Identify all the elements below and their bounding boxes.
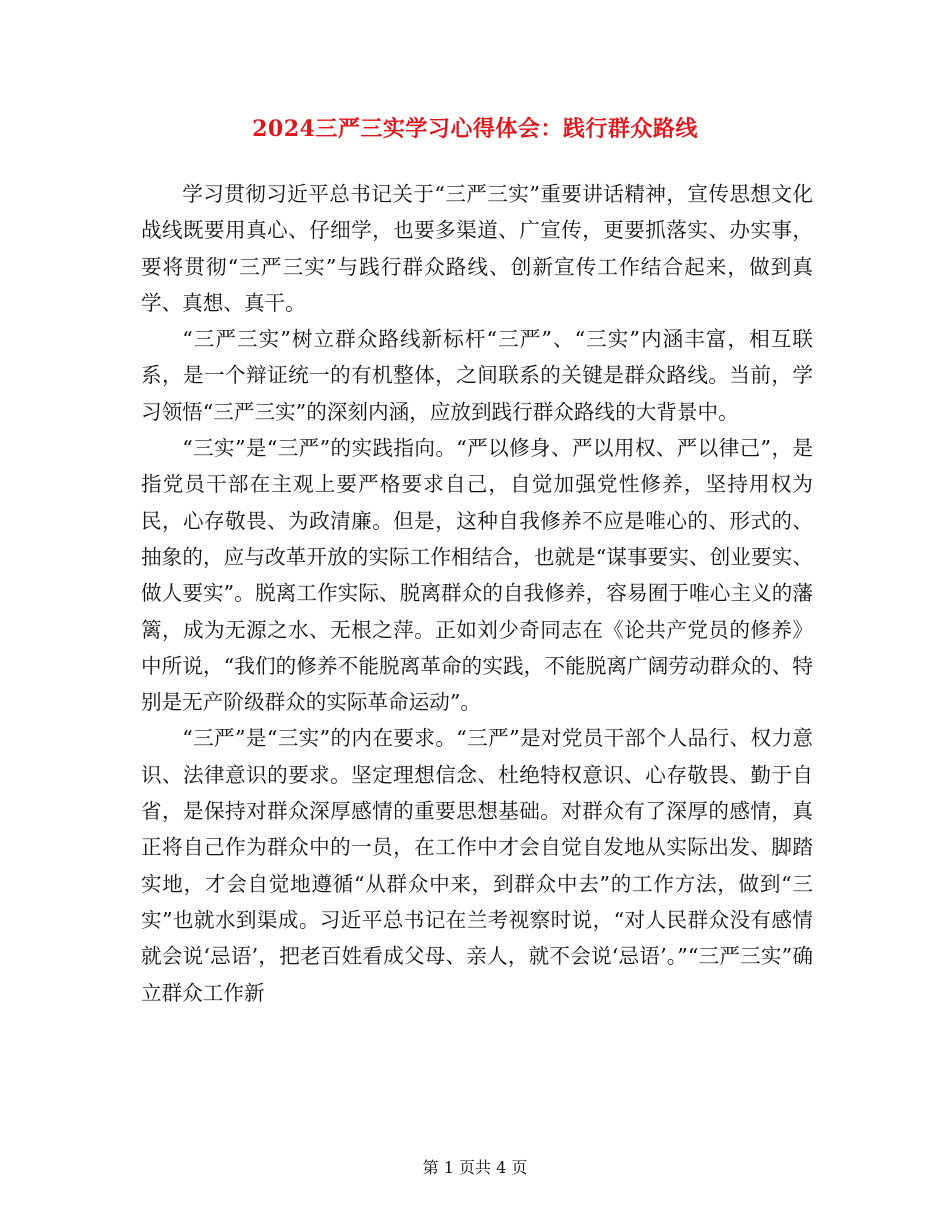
paragraph-3: “三实”是“三严”的实践指向。“严以修身、严以用权、严以律己”，是指党员干部在主观上要严格要求自己，自觉加强党性修养，坚持用权为民，心存敬畏、为政清廉。但是，这种自我修养不应是唯心的、形式的、抽象的，应与改革开放的实际工作相结合，也就是“谋事要实、创业要实、做人要实”。脱离工作实际、脱离群众的自我修养，容易囿于唯心主义的藩篱，成为无源之水、无根之萍。正如刘少奇同志在《论共产党员的修养》中所说，“我们的修养不能脱离革命的实践，不能脱离广阔劳动群众的、特别是无产阶级群众的实际革命运动”。: [141, 436, 813, 715]
page-footer: 第 1 页共 4 页: [422, 1158, 528, 1177]
document-title: 2024三严三实学习心得体会：践行群众路线: [252, 116, 698, 142]
paragraph-4: “三严”是“三实”的内在要求。“三严”是对党员干部个人品行、权力意识、法律意识的要求。坚定理想信念、杜绝特权意识、心存敬畏、勤于自省，是保持对群众深厚感情的重要思想基础。对群众有了深厚的感情，真正将自己作为群众中的一员，在工作中才会自觉自发地从实际出发、脚踏实地，才会自觉地遵循“从群众中来，到群众中去”的工作方法，做到“三实”也就水到渠成。习近平总书记在兰考视察时说，“对人民群众没有感情就会说‘忌语’，把老百姓看成父母、亲人，就不会说‘忌语’。”“三严三实”确立群众工作新: [141, 726, 813, 1005]
paragraph-2: “三严三实”树立群众路线新标杆“三严”、“三实”内涵丰富，相互联系，是一个辩证统一的有机整体，之间联系的关键是群众路线。当前，学习领悟“三严三实”的深刻内涵，应放到践行群众路线的大背景中。: [141, 327, 813, 424]
document-body: [141, 176, 813, 1011]
paragraph-1: 学习贯彻习近平总书记关于“三严三实”重要讲话精神，宣传思想文化战线既要用真心、仔细学，也要多渠道、广宣传，更要抓落实、办实事，要将贯彻“三严三实”与践行群众路线、创新宣传工作结合起来，做到真学、真想、真干。: [141, 182, 813, 315]
